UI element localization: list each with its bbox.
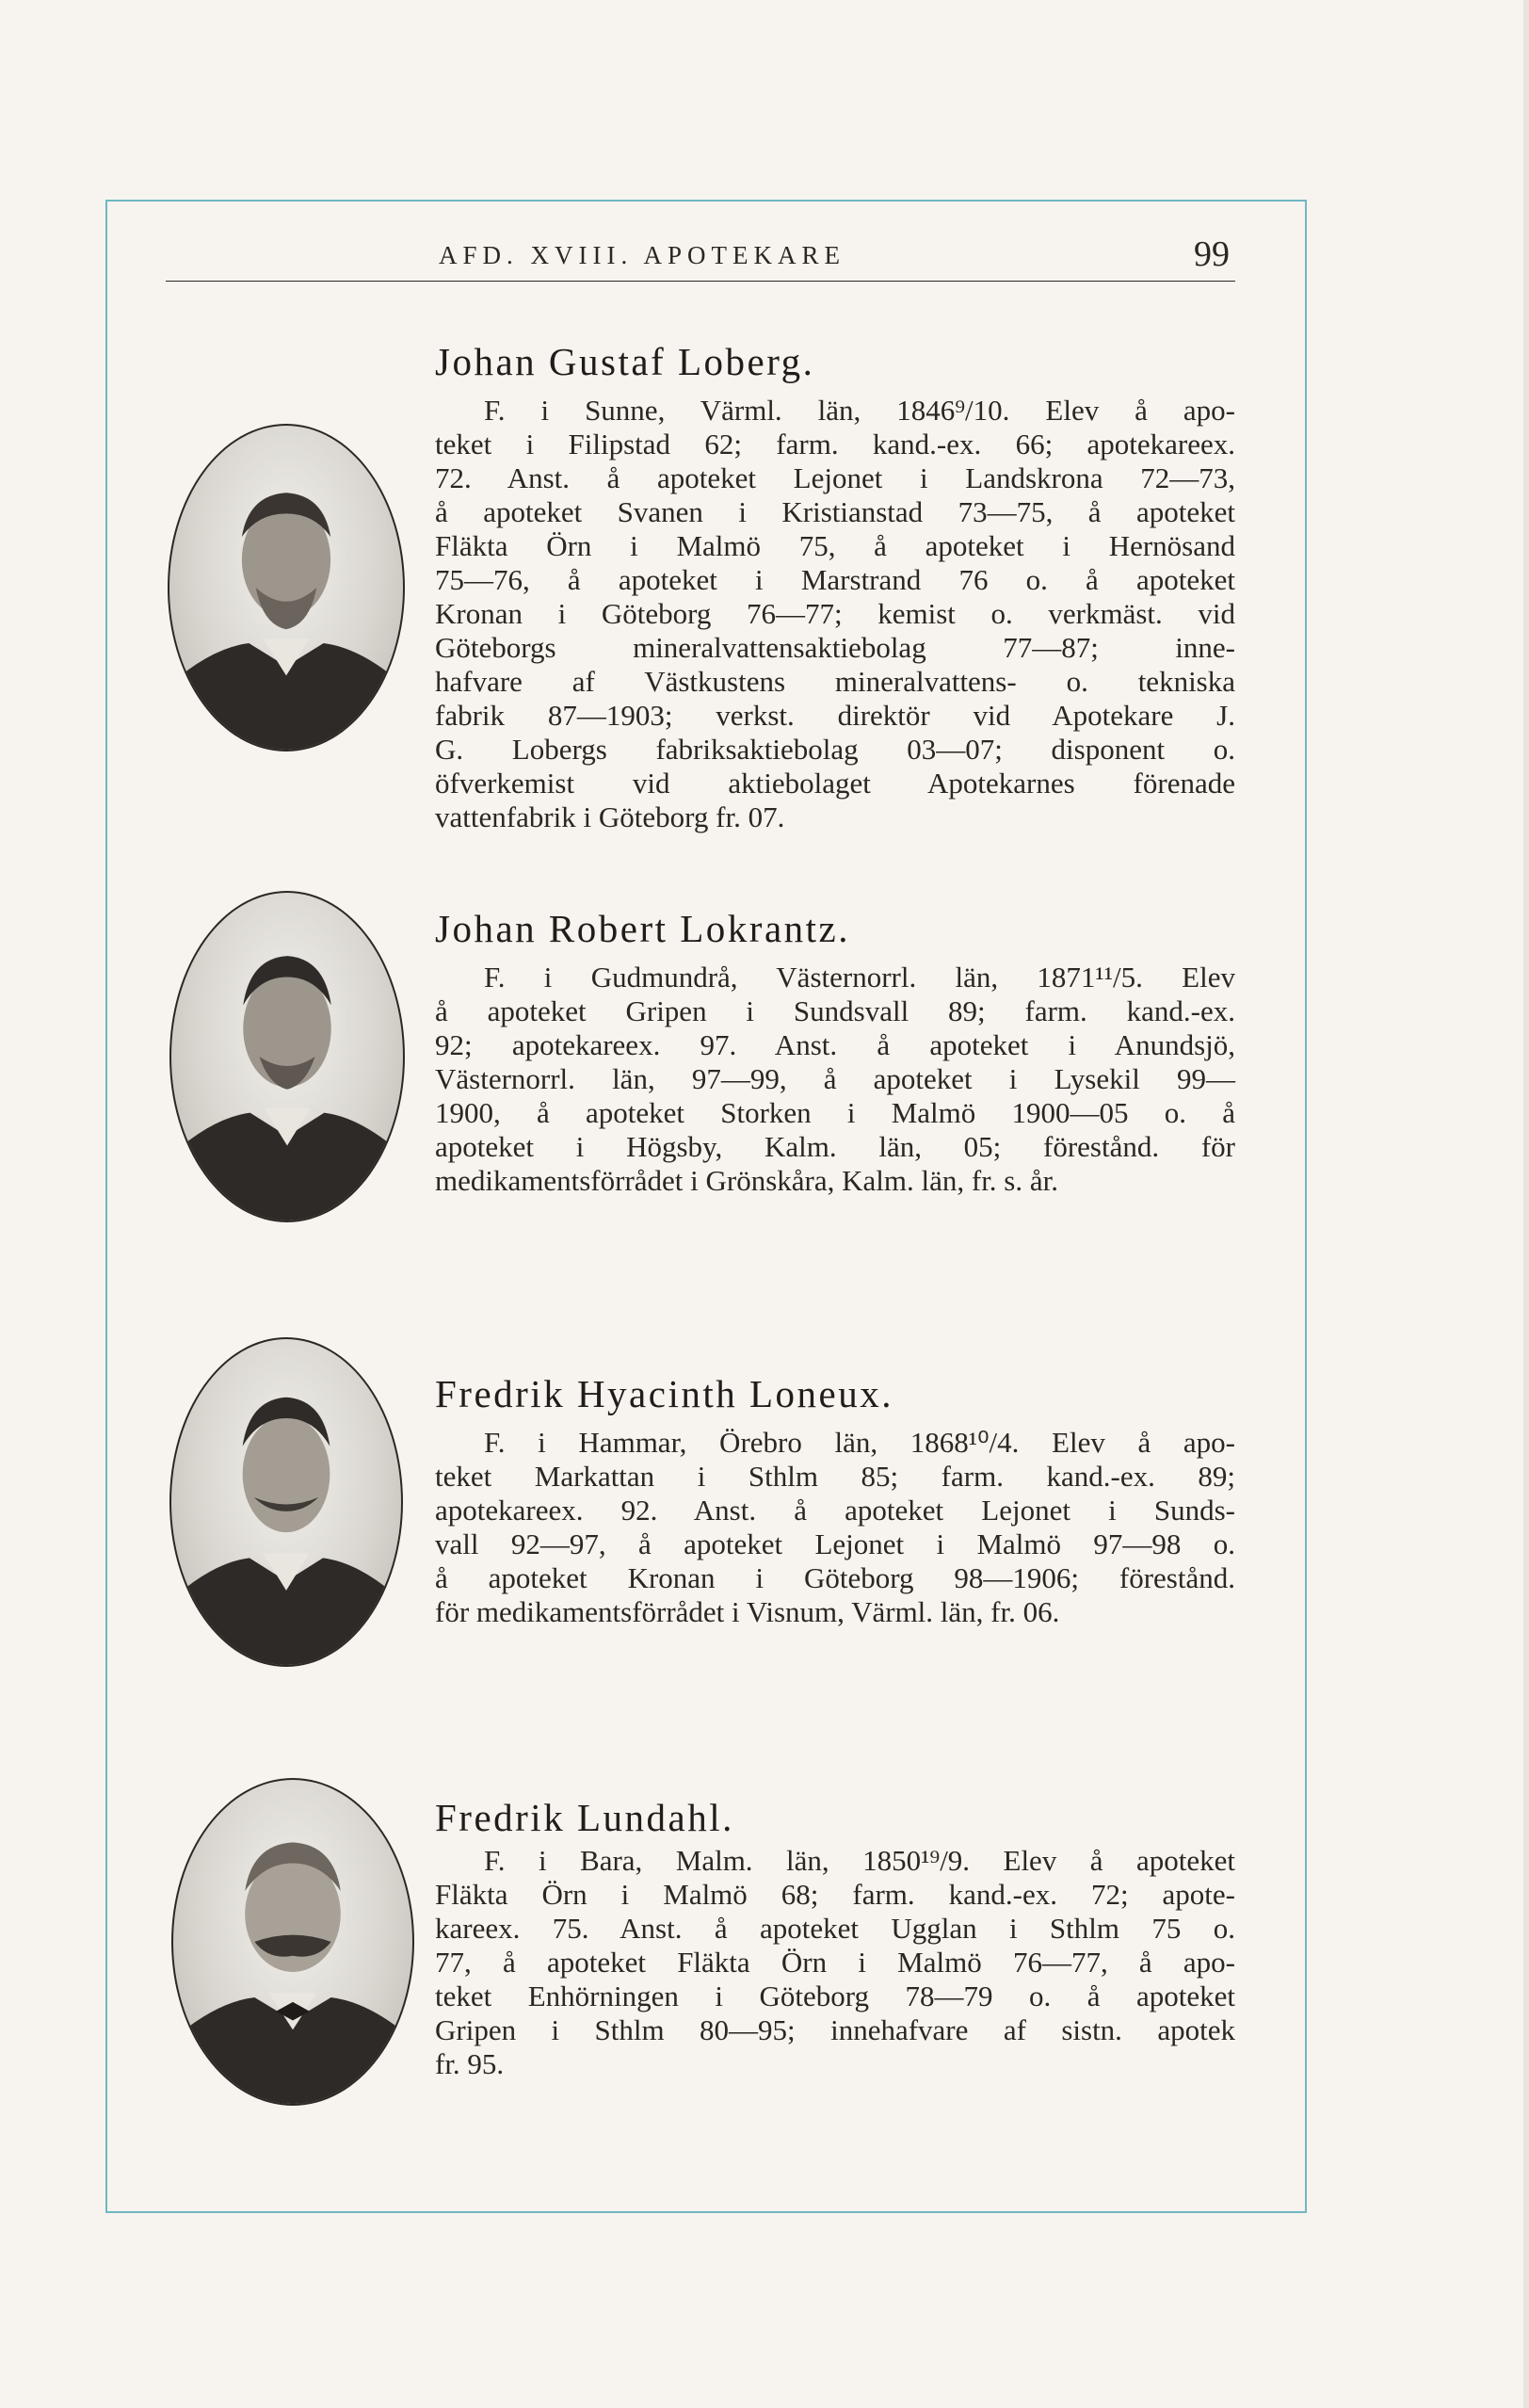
bio-line: F. i Bara, Malm. län, 1850¹⁹/9. Elev å apoteket	[484, 1844, 1235, 1877]
bio-line: kareex. 75. Anst. å apoteket Ugglan i Sthlm 75 o.	[435, 1912, 1235, 1945]
bio-line: hafvare af Västkustens mineralvattens- o. tekniska	[435, 665, 1235, 698]
bio-line: Göteborgs mineralvattensaktiebolag 77—87; inne-	[435, 631, 1235, 664]
bio-line: apotekareex. 92. Anst. å apoteket Lejonet i Sunds-	[435, 1494, 1235, 1527]
bio-line: å apoteket Gripen i Sundsvall 89; farm. kand.-ex.	[435, 994, 1235, 1027]
bio-line: fabrik 87—1903; verkst. direktör vid Apotekare J.	[435, 699, 1235, 732]
page-number: 99	[1194, 234, 1230, 274]
bio-line: 75—76, å apoteket i Marstrand 76 o. å apoteket	[435, 563, 1235, 596]
bio-line: F. i Hammar, Örebro län, 1868¹⁰/4. Elev å apo-	[484, 1426, 1235, 1459]
bio-line: å apoteket Svanen i Kristianstad 73—75, å apoteket	[435, 495, 1235, 528]
bio-line: 72. Anst. å apoteket Lejonet i Landskrona 72—73,	[435, 461, 1235, 494]
person-name: Johan Robert Lokrantz.	[435, 907, 850, 950]
portrait-photo	[169, 891, 405, 1222]
portrait-photo	[168, 424, 405, 751]
person-silhouette-icon	[169, 426, 403, 750]
bio-line: Fläkta Örn i Malmö 68; farm. kand.-ex. 72; apote-	[435, 1878, 1235, 1911]
person-name: Fredrik Hyacinth Loneux.	[435, 1372, 893, 1415]
running-header	[166, 222, 1235, 282]
bio-line: Kronan i Göteborg 76—77; kemist o. verkmäst. vid	[435, 597, 1235, 630]
biography-text	[435, 394, 1235, 834]
bio-line: för medikamentsförrådet i Visnum, Värml. län, fr. 06.	[435, 1595, 1060, 1628]
bio-line: 1900, å apoteket Storken i Malmö 1900—05 o. å	[435, 1096, 1235, 1129]
bio-line: F. i Sunne, Värml. län, 1846⁹/10. Elev å apo-	[484, 394, 1235, 427]
bio-line: öfverkemist vid aktiebolaget Apotekarnes förenade	[435, 767, 1235, 800]
biography-text	[435, 1844, 1235, 2081]
bio-line: 92; apotekareex. 97. Anst. å apoteket i Anundsjö,	[435, 1028, 1235, 1061]
person-name: Johan Gustaf Loberg.	[435, 340, 815, 383]
portrait-photo	[169, 1337, 403, 1667]
bio-line: Fläkta Örn i Malmö 75, å apoteket i Hernösand	[435, 529, 1235, 562]
bio-line: teket Markattan i Sthlm 85; farm. kand.-ex. 89;	[435, 1460, 1235, 1493]
bio-line: G. Lobergs fabriksaktiebolag 03—07; disponent o.	[435, 733, 1235, 766]
person-silhouette-icon	[171, 893, 403, 1220]
person-silhouette-icon	[171, 1339, 401, 1665]
bio-line: 77, å apoteket Fläkta Örn i Malmö 76—77, å apo-	[435, 1946, 1235, 1979]
bio-line: F. i Gudmundrå, Västernorrl. län, 1871¹¹/5. Elev	[484, 961, 1235, 994]
person-silhouette-icon	[173, 1780, 412, 2104]
person-name: Fredrik Lundahl.	[435, 1796, 734, 1839]
biography-text	[435, 961, 1235, 1198]
bio-line: medikamentsförrådet i Grönskåra, Kalm. län, fr. s. år.	[435, 1164, 1058, 1197]
bio-line: vattenfabrik i Göteborg fr. 07.	[435, 800, 785, 833]
portrait-photo	[171, 1778, 414, 2106]
bio-line: teket i Filipstad 62; farm. kand.-ex. 66; apotekareex.	[435, 428, 1235, 461]
bio-line: teket Enhörningen i Göteborg 78—79 o. å apoteket	[435, 1980, 1235, 2012]
section-title: AFD. XVIII. APOTEKARE	[439, 241, 845, 269]
biography-text	[435, 1426, 1235, 1629]
bio-line: Gripen i Sthlm 80—95; innehafvare af sistn. apotek	[435, 2013, 1235, 2046]
bio-line: apoteket i Högsby, Kalm. län, 05; förestånd. för	[435, 1130, 1235, 1163]
bio-line: Västernorrl. län, 97—99, å apoteket i Lysekil 99—	[435, 1062, 1235, 1095]
bio-line: vall 92—97, å apoteket Lejonet i Malmö 97—98 o.	[435, 1527, 1235, 1560]
bio-line: fr. 95.	[435, 2047, 505, 2080]
bio-line: å apoteket Kronan i Göteborg 98—1906; förestånd.	[435, 1561, 1235, 1594]
